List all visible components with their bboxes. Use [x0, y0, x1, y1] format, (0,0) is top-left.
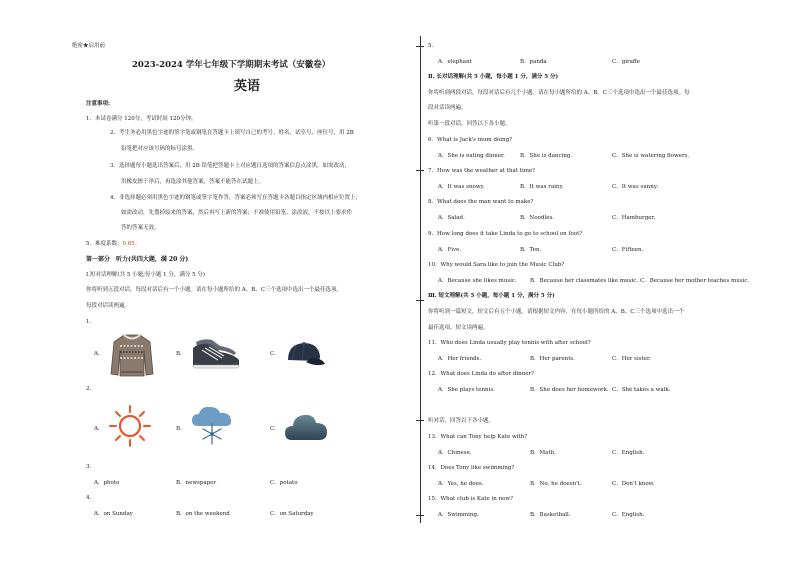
- q2-option-c[interactable]: C.: [270, 426, 276, 432]
- q6-option-b[interactable]: B．She is dancing.: [520, 153, 573, 159]
- q1-option-b[interactable]: B.: [176, 351, 182, 357]
- note-item: 用橡皮擦干净后，再选涂其他答案，答案不能答在试题上。: [121, 179, 265, 185]
- sweater-icon: [110, 332, 154, 378]
- q14-option-c[interactable]: C．Don't know.: [612, 481, 655, 487]
- section3-instruction: 最佳选项。短文读两遍。: [428, 325, 489, 331]
- q15-option-b[interactable]: B．Basketball.: [530, 512, 571, 518]
- binding-tick: [416, 515, 424, 516]
- q11-option-a[interactable]: A．Her friends.: [438, 356, 482, 362]
- difficulty-label: 5．难度系数：: [86, 241, 123, 247]
- section2-instruction: 段对话读两遍。: [428, 105, 467, 111]
- q2-option-a[interactable]: A.: [94, 426, 100, 432]
- q3-number: 3.: [86, 464, 92, 470]
- note-item: 3．选择题每小题选出答案后，用 2B 铅笔把答题卡上对应题目选项的答案信息点涂黑，如需改动，: [110, 163, 351, 169]
- q15-stem: 15．What club is Kate in now?: [428, 496, 514, 502]
- q6-stem: 6．What is Jack's mum doing?: [428, 137, 513, 143]
- q2-option-b[interactable]: B.: [176, 426, 182, 432]
- subject-title: 英语: [234, 79, 261, 94]
- q1-option-c[interactable]: C.: [270, 351, 276, 357]
- binding-tick: [416, 420, 424, 421]
- q9-option-a[interactable]: A．Five.: [438, 247, 462, 253]
- binding-tick: [416, 170, 424, 171]
- q11-stem: 11．Who does Linda usually play tennis with after school?: [428, 340, 591, 346]
- q11-option-c[interactable]: C．Her sister.: [612, 356, 651, 362]
- section3-instruction: 你将听到一篇短文，短文后有五个小题。请根据短文内容，在每小题所给的 A、B、C三个选项中选出一个: [428, 309, 684, 315]
- secret-label: 绝密★启用前: [72, 43, 106, 49]
- note-item: 1．本试卷满分 120分，考试时间 120分钟。: [86, 116, 197, 122]
- q12-stem: 12．What does Linda do after dinner?: [428, 371, 535, 377]
- q14-option-b[interactable]: B．No, he doesn't.: [530, 481, 582, 487]
- sun-icon: [108, 404, 152, 448]
- q10-option-c[interactable]: C．Because her mother teaches music.: [640, 278, 750, 284]
- note-item: 如需改动，先划掉原来的答案，然后再写上新的答案；不准使用铅笔、涂改液，不按以上要求作: [121, 210, 353, 216]
- q14-stem: 14．Does Tony like swimming?: [428, 465, 515, 471]
- q10-stem: 10．Why would Sara like to join the Music Club?: [428, 262, 565, 268]
- q5-option-c[interactable]: C．giraffe: [612, 59, 641, 65]
- q6-option-a[interactable]: A．She is eating dinner.: [438, 153, 505, 159]
- note-item: 铅笔把对应该号码的标号涂黑。: [121, 146, 199, 152]
- q8-stem: 8．What does the man want to make?: [428, 199, 534, 205]
- q13-option-a[interactable]: A．Chinese.: [438, 450, 472, 456]
- exam-title: 2023-2024 学年七年级下学期期末考试（安徽卷）: [132, 60, 331, 70]
- snow-cloud-icon: [190, 404, 234, 446]
- section2-heading: Ⅱ. 长对话理解(共 5 小题，每小题 1 分，满分 5 分): [428, 74, 559, 80]
- section3-heading: Ⅲ. 短文理解(共 5 小题，每小题 1 分，满分 5 分): [428, 293, 555, 299]
- q12-option-a[interactable]: A．She plays tennis.: [438, 387, 495, 393]
- difficulty-value: 0.65。: [122, 241, 141, 247]
- q2-number: 2.: [86, 386, 92, 392]
- q6-option-c[interactable]: C．She is watering flowers.: [612, 153, 690, 159]
- q3-option-c[interactable]: C．potato: [270, 480, 298, 486]
- q11-option-b[interactable]: B．Her parents.: [530, 356, 575, 362]
- q8-option-a[interactable]: A．Salad.: [438, 215, 465, 221]
- binding-tick: [416, 300, 424, 301]
- q15-option-c[interactable]: C．English.: [612, 512, 645, 518]
- difficulty-line: [86, 240, 140, 248]
- q4-option-b[interactable]: B．on the weekend: [176, 511, 230, 517]
- q1-number: 1.: [86, 319, 92, 325]
- q4-number: 4.: [86, 495, 92, 501]
- section2-instruction: 你将听到两段对话，每段对话后有几个小题。请在每小题所给的 A、B、C三个选项中选出一个最佳选项。每: [428, 90, 690, 96]
- q9-stem: 9．How long does it take Linda to go to school on foot?: [428, 231, 583, 237]
- q4-option-c[interactable]: C．on Saturday: [270, 511, 314, 517]
- q5-option-b[interactable]: B．panda: [520, 59, 547, 65]
- q1-option-a[interactable]: A.: [94, 351, 100, 357]
- q7-option-b[interactable]: B．It was rainy.: [520, 184, 564, 190]
- q7-option-a[interactable]: A．It was snowy.: [438, 184, 485, 190]
- note-item: 4．非选择题必须用黑色字迹的钢笔或签字笔作答，答案必须写在答题卡各题目指定区域内相应位置上；: [110, 195, 362, 201]
- column-divider: [420, 36, 421, 523]
- q15-option-a[interactable]: A．Swimming.: [438, 512, 479, 518]
- section1-instruction: 每段对话读两遍。: [86, 303, 131, 309]
- q4-option-a[interactable]: A．on Sunday: [94, 511, 133, 517]
- q9-option-b[interactable]: B．Ten.: [520, 247, 542, 253]
- cap-icon: [282, 340, 326, 370]
- section1-heading: Ⅰ.短对话理解(共 5 小题;每小题 1 分，满分 5 分): [86, 272, 206, 278]
- q13-option-c[interactable]: C．English.: [612, 450, 645, 456]
- q13-option-b[interactable]: B．Math.: [530, 450, 556, 456]
- part1-heading: 第一部分 听力(共四大题，满 20 分): [86, 256, 189, 263]
- q7-stem: 7．How was the weather at that time?: [428, 168, 536, 174]
- note-item: 答的答案无效。: [121, 225, 160, 231]
- listen-instruction: 听对话，回答以下各小题。: [428, 418, 495, 424]
- q9-option-c[interactable]: C．Fifteen.: [612, 247, 644, 253]
- q5-number: 5.: [428, 43, 434, 49]
- cloud-icon: [284, 410, 328, 442]
- sneaker-icon: [190, 338, 242, 372]
- q10-option-a[interactable]: A．Because she likes music.: [438, 278, 517, 284]
- section2-subinstruction: 听第一段对话，回答以下各小题。: [428, 121, 511, 127]
- note-item: 2．考生务必用黑色字迹的签字笔或钢笔在答题卡上填写自己的考号、姓名、试室号、座位号，用 2B: [110, 130, 354, 136]
- q14-option-a[interactable]: A．Yes, he does.: [438, 481, 484, 487]
- q3-option-a[interactable]: A．photo: [94, 480, 120, 486]
- notes-heading: 注意事项:: [86, 101, 111, 107]
- q7-option-c[interactable]: C．It was sunny.: [612, 184, 658, 190]
- q8-option-b[interactable]: B．Noodles.: [520, 215, 555, 221]
- q3-option-b[interactable]: B．newspaper: [176, 480, 217, 486]
- q12-option-c[interactable]: C．She takes a walk.: [612, 387, 671, 393]
- section1-instruction: 你将听到五段对话，每段对话后有一个小题。请在每小题所给的 A、B、C三个选项中选出一个最佳选项。: [86, 287, 342, 293]
- q12-option-b[interactable]: B．She does her homework.: [530, 387, 609, 393]
- q10-option-b[interactable]: B．Because her classmates like music.: [530, 278, 639, 284]
- q5-option-a[interactable]: A．elephant: [438, 59, 472, 65]
- q8-option-c[interactable]: C．Hamburger.: [612, 215, 656, 221]
- binding-tick: [416, 46, 424, 47]
- q13-stem: 13．What can Tony help Kate with?: [428, 434, 528, 440]
